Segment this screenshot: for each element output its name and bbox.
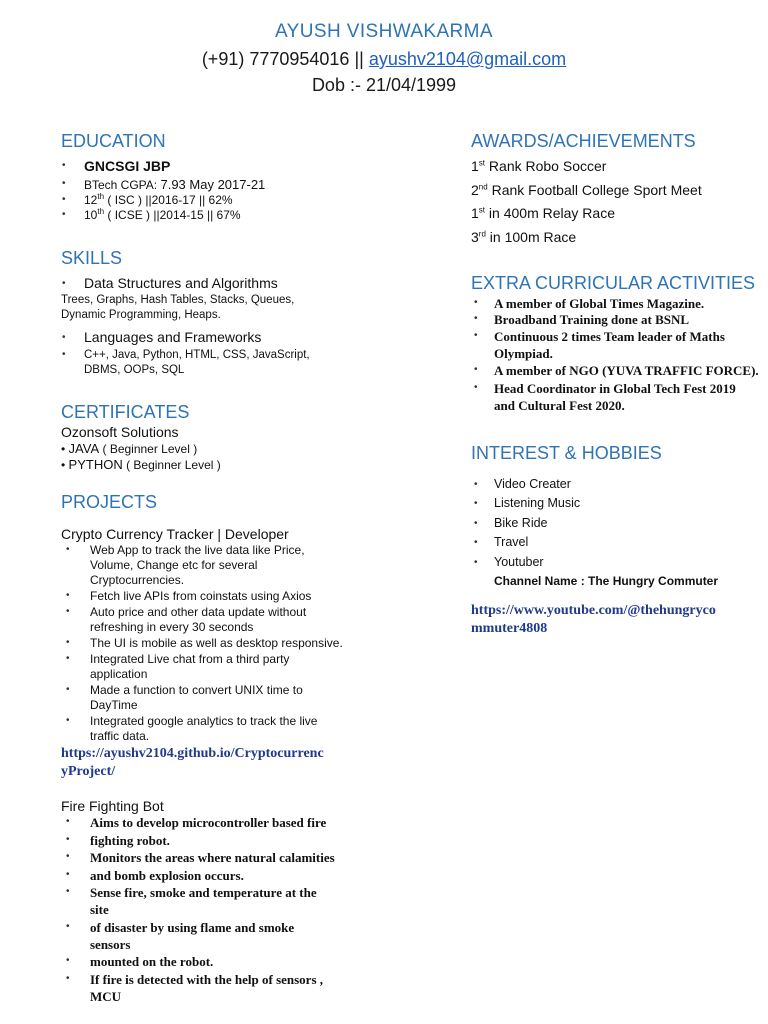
award-text: in 100m Race: [485, 229, 577, 245]
bullet-icon: •: [474, 297, 478, 308]
education-heading: EDUCATION: [61, 131, 166, 151]
award-rank: 1: [471, 158, 479, 174]
bullet-icon: •: [62, 178, 66, 189]
project2-line: Sense fire, smoke and temperature at the: [90, 885, 317, 900]
extra-item-cont: and Cultural Fest 2020.: [494, 398, 625, 413]
bullet-icon: •: [66, 851, 70, 862]
bullet-icon: •: [66, 973, 70, 984]
award-item: [471, 157, 606, 175]
bullet-icon: •: [66, 715, 70, 726]
project1-line: Integrated google analytics to track the live: [90, 714, 318, 728]
education-tenth: 10th ( ICSE ) ||2014-15 || 67%: [84, 207, 241, 222]
bullet-icon: •: [66, 816, 70, 827]
project1-line: Made a function to convert UNIX time to: [90, 683, 303, 697]
bullet-icon: •: [62, 194, 66, 205]
bullet-icon: •: [66, 544, 70, 555]
award-rank: 1: [471, 205, 479, 221]
bullet-icon: •: [474, 364, 478, 375]
java-level: ( Beginner Level ): [102, 442, 198, 456]
bullet-icon: •: [62, 349, 66, 360]
award-suffix: st: [478, 158, 486, 168]
twelfth-text: ( ISC ) ||2016-17 || 62%: [107, 193, 233, 207]
extra-item-cont: Olympiad.: [494, 346, 553, 361]
project1-line: Auto price and other data update without: [90, 605, 307, 619]
extra-item: Continuous 2 times Team leader of Maths: [494, 329, 725, 344]
education-school: GNCSGI JBP: [84, 158, 171, 174]
project2-line: sensors: [90, 937, 131, 952]
skills-dsa-line1: Trees, Graphs, Hash Tables, Stacks, Queues,: [61, 294, 295, 306]
bullet-icon: •: [474, 330, 478, 341]
extra-item: Broadband Training done at BSNL: [494, 312, 690, 327]
project2-title: Fire Fighting Bot: [61, 798, 164, 814]
award-text: Rank Football College Sport Meet: [487, 182, 702, 198]
project2-line: MCU: [90, 989, 122, 1004]
skills-lang-line1: C++, Java, Python, HTML, CSS, JavaScript,: [84, 349, 310, 361]
projects-heading: PROJECTS: [61, 492, 158, 512]
bullet-icon: •: [474, 537, 478, 548]
award-suffix: st: [478, 205, 486, 215]
bullet-icon: •: [66, 590, 70, 601]
extra-item: Head Coordinator in Global Tech Fest 2019: [494, 381, 736, 396]
hobby-item: Video Creater: [494, 477, 571, 491]
btech-value: 7.93 May 2017-21: [160, 177, 266, 192]
contact-line: [0, 47, 768, 71]
award-text: in 400m Relay Race: [485, 205, 615, 221]
bullet-icon: •: [66, 921, 70, 932]
project2-line: If fire is detected with the help of sensors ,: [90, 972, 324, 987]
project2-line: Aims to develop microcontroller based fire: [90, 815, 327, 830]
project1-line: application: [90, 667, 148, 681]
project2-line: mounted on the robot.: [90, 954, 214, 969]
skills-lang-title: Languages and Frameworks: [84, 329, 262, 345]
skills-heading: SKILLS: [61, 248, 123, 268]
bullet-icon: •: [62, 278, 66, 289]
bullet-icon: •: [474, 313, 478, 324]
education-twelfth: 12th ( ISC ) ||2016-17 || 62%: [84, 192, 233, 207]
bullet-icon: •: [62, 160, 66, 171]
award-rank: 2: [471, 182, 479, 198]
btech-label: BTech CGPA:: [84, 178, 158, 192]
youtube-link-cont[interactable]: mmuter4808: [471, 621, 548, 636]
hobby-item: Youtuber: [494, 555, 544, 569]
bullet-icon: •: [66, 637, 70, 648]
certificates-org: Ozonsoft Solutions: [61, 424, 179, 440]
extra-item: A member of Global Times Magazine.: [494, 296, 705, 311]
project1-link-cont[interactable]: yProject/: [61, 764, 116, 779]
project2-line: Monitors the areas where natural calamities: [90, 850, 335, 865]
python-label: PYTHON: [68, 457, 123, 472]
bullet-icon: •: [66, 955, 70, 966]
bullet-icon: •: [474, 498, 478, 509]
skills-dsa-title: Data Structures and Algorithms: [84, 275, 278, 291]
extra-item: A member of NGO (YUVA TRAFFIC FORCE).: [494, 363, 759, 378]
bullet-icon: •: [66, 653, 70, 664]
project2-line: fighting robot.: [90, 833, 170, 848]
bullet-icon: •: [474, 479, 478, 490]
project2-line: and bomb explosion occurs.: [90, 868, 244, 883]
date-of-birth: Dob :- 21/04/1999: [311, 75, 457, 95]
python-level: ( Beginner Level ): [126, 458, 221, 472]
email-link[interactable]: ayushv2104@gmail.com: [368, 49, 567, 69]
bullet-icon: •: [66, 834, 70, 845]
certificate-java: • JAVA ( Beginner Level ): [61, 441, 198, 456]
skills-lang-line2: DBMS, OOPs, SQL: [84, 364, 185, 376]
project1-link[interactable]: https://ayushv2104.github.io/Cryptocurrenc: [61, 746, 324, 761]
project1-line: refreshing in every 30 seconds: [90, 620, 254, 634]
candidate-name: AYUSH VISHWAKARMA: [275, 21, 493, 42]
award-item: [471, 204, 615, 222]
hobby-item: Bike Ride: [494, 516, 548, 530]
project1-line: DayTime: [90, 698, 138, 712]
bullet-icon: •: [474, 518, 478, 529]
bullet-icon: •: [474, 557, 478, 568]
bullet-icon: •: [66, 886, 70, 897]
project1-title: Crypto Currency Tracker | Developer: [61, 526, 289, 542]
award-item: [471, 228, 576, 246]
education-btech: [84, 177, 265, 193]
bullet-icon: •: [62, 209, 66, 220]
project1-line: Cryptocurrencies.: [90, 573, 185, 587]
project1-line: traffic data.: [90, 729, 150, 743]
bullet-icon: •: [66, 684, 70, 695]
award-suffix: rd: [478, 229, 486, 239]
youtube-channel-name: Channel Name : The Hungry Commuter: [494, 574, 719, 588]
bullet-icon: •: [62, 332, 66, 343]
hobby-item: Travel: [494, 535, 529, 549]
project1-line: Web App to track the live data like Price,: [90, 543, 305, 557]
hobby-item: Listening Music: [494, 496, 581, 510]
project1-line: Fetch live APIs from coinstats using Axios: [90, 589, 312, 603]
certificates-heading: CERTIFICATES: [61, 402, 190, 422]
award-text: Rank Robo Soccer: [485, 158, 607, 174]
project2-line: of disaster by using flame and smoke: [90, 920, 295, 935]
award-item: [471, 181, 702, 199]
tenth-text: ( ICSE ) ||2014-15 || 67%: [107, 208, 241, 222]
bullet-icon: •: [474, 382, 478, 393]
hobbies-heading: INTEREST & HOBBIES: [471, 443, 662, 463]
extra-heading: EXTRA CURRICULAR ACTIVITIES: [471, 273, 756, 293]
awards-heading: AWARDS/ACHIEVEMENTS: [471, 131, 696, 151]
project1-line: The UI is mobile as well as desktop responsive.: [90, 636, 343, 650]
skills-dsa-line2: Dynamic Programming, Heaps.: [61, 309, 221, 321]
java-label: JAVA: [68, 441, 100, 456]
bullet-icon: •: [66, 606, 70, 617]
project1-line: Volume, Change etc for several: [90, 558, 258, 572]
project1-line: Integrated Live chat from a third party: [90, 652, 290, 666]
award-rank: 3: [471, 229, 479, 245]
award-suffix: nd: [478, 182, 488, 192]
certificate-python: • PYTHON ( Beginner Level ): [61, 457, 221, 472]
bullet-icon: •: [66, 869, 70, 880]
phone-number: (+91) 7770954016 ||: [201, 49, 364, 69]
project2-line: site: [90, 902, 109, 917]
youtube-link[interactable]: https://www.youtube.com/@thehungryco: [471, 603, 716, 618]
